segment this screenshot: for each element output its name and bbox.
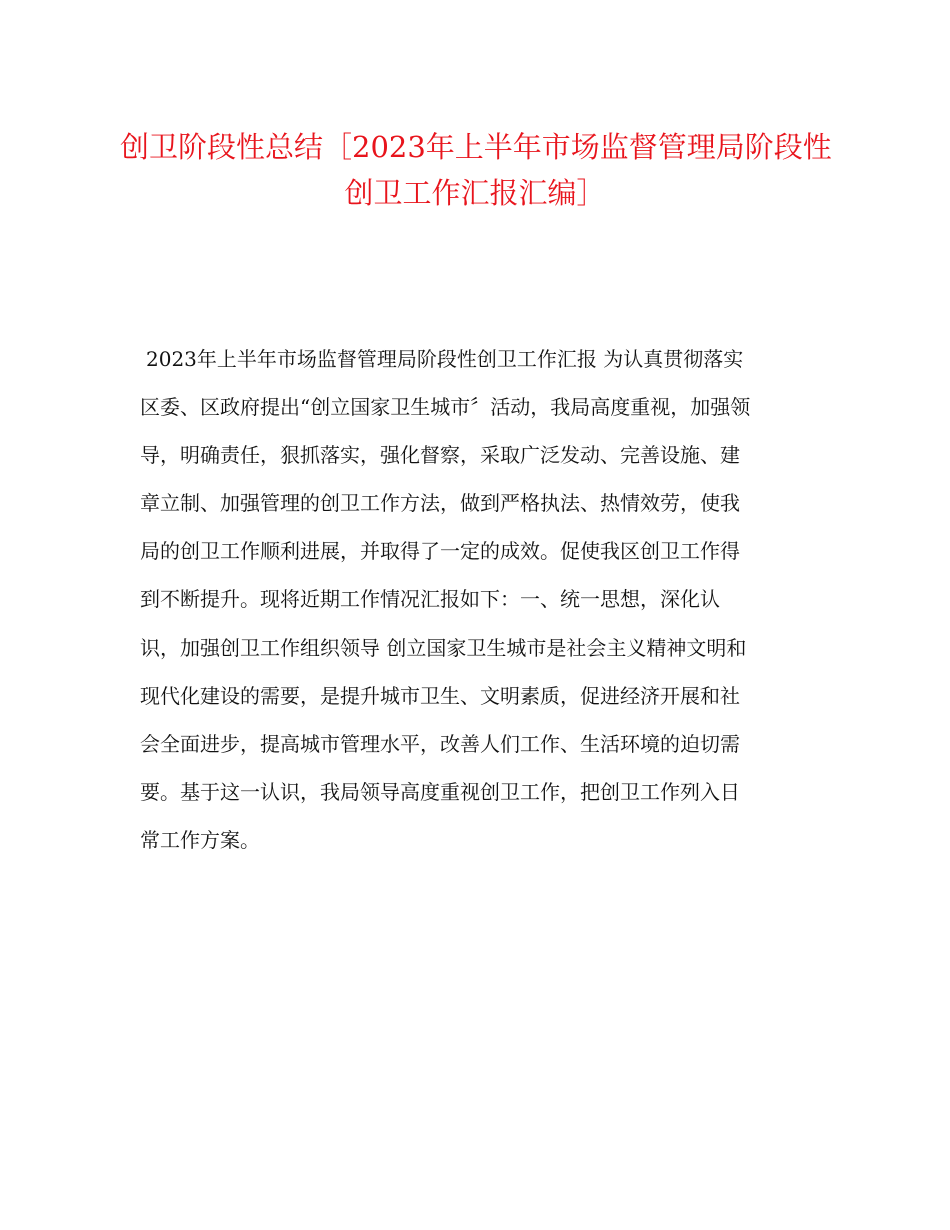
body-line-4: 章立制、加强管理的创卫工作方法，做到严格执法、热情效劳，使我 [140, 491, 740, 516]
body-line-3: 导，明确责任，狠抓落实，强化督察，采取广泛发动、完善设施、建 [140, 443, 740, 468]
body-line-5: 局的创卫工作顺利进展，并取得了一定的成效。促使我区创卫工作得 [140, 539, 740, 564]
body-line-10: 要。基于这一认识，我局领导高度重视创卫工作，把创卫工作列入日 [140, 779, 740, 804]
title-line-2: 创卫工作汇报汇编］ [344, 176, 606, 210]
body-line-11: 常工作方案。 [140, 827, 260, 852]
body-line-6: 到不断提升。现将近期工作情况汇报如下：一、统一思想，深化认 [140, 587, 720, 612]
body-line-9: 会全面进步，提高城市管理水平，改善人们工作、生活环境的迫切需 [140, 731, 740, 756]
body-line-2: 区委、区政府提出“创立国家卫生城市〞活动，我局高度重视，加强领 [140, 395, 751, 420]
document-title [120, 124, 830, 216]
document-body [140, 335, 820, 864]
title-line-1: 创卫阶段性总结［2023年上半年市场监督管理局阶段性 [120, 130, 832, 164]
body-line-1: 2023年上半年市场监督管理局阶段性创卫工作汇报 为认真贯彻落实 [146, 347, 744, 371]
body-line-8: 现代化建设的需要，是提升城市卫生、文明素质，促进经济开展和社 [140, 683, 740, 708]
body-line-7: 识，加强创卫工作组织领导 创立国家卫生城市是社会主义精神文明和 [140, 635, 747, 660]
